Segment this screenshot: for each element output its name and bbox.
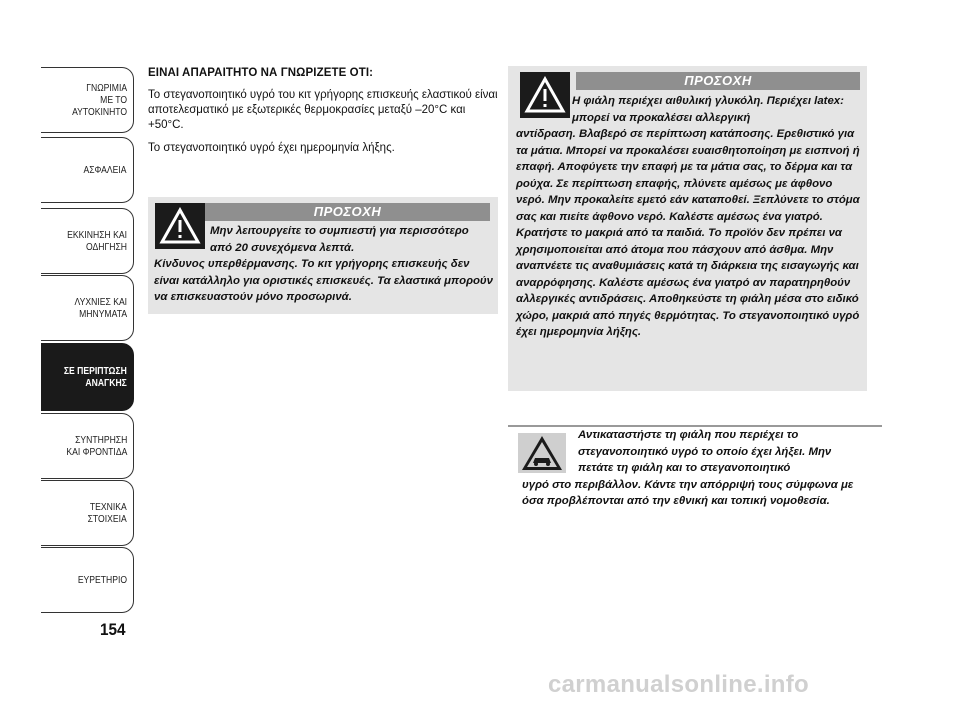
- left-column: [148, 66, 498, 164]
- watermark: carmanualsonline.info: [548, 671, 810, 698]
- tab-label: ΤΕΧΝΙΚΑ ΣΤΟΙΧΕΙΑ: [87, 501, 127, 525]
- tab-technical-data[interactable]: [41, 480, 134, 546]
- tab-label: ΕΥΡΕΤΗΡΙΟ: [77, 574, 127, 586]
- warning-text: [516, 93, 861, 341]
- environment-body: υγρό στο περιβάλλον. Κάντε την απόρριψή τους σύμφωνα με όσα προβλέπονται από την εθνική και τοπική νομοθεσία.: [522, 478, 854, 507]
- tab-label: ΕΚΚΙΝΗΣΗ ΚΑΙ ΟΔΗΓΗΣΗ: [67, 229, 127, 253]
- tab-getting-to-know[interactable]: [41, 67, 134, 133]
- paragraph-expiry: Το στεγανοποιητικό υγρό έχει ημερομηνία λήξης.: [148, 142, 395, 154]
- warning-title: ΠΡΟΣΟΧΗ: [205, 203, 490, 221]
- warning-lead: Μην λειτουργείτε το συμπιεστή για περισσότερο από 20 συνεχόμενα λεπτά.: [210, 225, 469, 254]
- tab-lights-messages[interactable]: [41, 275, 134, 341]
- warning-text: [154, 223, 494, 306]
- page-number: 154: [100, 620, 126, 639]
- tab-maintenance[interactable]: [41, 413, 134, 479]
- tab-label: ΓΝΩΡΙΜΙΑ ΜΕ ΤΟ ΑΥΤΟΚΙΝΗΤΟ: [71, 82, 127, 118]
- warning-box-compressor: [148, 197, 498, 314]
- warning-title: ΠΡΟΣΟΧΗ: [576, 72, 860, 90]
- tab-safety[interactable]: [41, 137, 134, 203]
- environment-note: [522, 427, 862, 510]
- tab-emergency[interactable]: [41, 343, 134, 411]
- tab-label: ΑΣΦΑΛΕΙΑ: [83, 164, 127, 176]
- tab-starting-driving[interactable]: [41, 208, 134, 274]
- warning-box-bottle: [508, 66, 867, 391]
- tab-label: ΛΥΧΝΙΕΣ ΚΑΙ ΜΗΝΥΜΑΤΑ: [74, 296, 127, 320]
- warning-body: αντίδραση. Βλαβερό σε περίπτωση κατάποσης. Ερεθιστικό για τα μάτια. Μπορεί να προκαλέσει ευαισθητοποίηση με εισπνοή ή επαφή. Αποφύγετε την επαφή με τα μάτια σας, το δέρμα και τα ρούχα. Σε περίπτωση επαφής, πλύνετε αμέσως με άφθονο νερό. Μην προκαλείτε εμετό εάν καταποθεί. Ξεπλύνετε το στόμα σας και πιείτε άφθονο νερό. Καλέστε αμέσως ένα γιατρό. Κρατήστε το μακριά από τα παιδιά. Το προϊόν δεν πρέπει να χρησιμοποιείται από άτομα που πάσχουν από άσθμα. Μην αναπνέετε τις αναθυμιάσεις κατά τη διάρκεια της εισαγωγής και αναρρόφησης. Καλέστε αμέσως ένα γιατρό αν παρατηρηθούν αλλεργικές αντιδράσεις. Αποθηκεύστε τη φιάλη μέσα στο ειδικό χώρο, μακριά από πηγές θερμότητας. Το στεγανοποιητικό υγρό έχει ημερομηνία λήξης.: [516, 128, 860, 338]
- warning-lead: Η φιάλη περιέχει αιθυλική γλυκόλη. Περιέχει latex: μπορεί να προκαλέσει αλλεργική: [572, 95, 844, 124]
- section-heading: ΕΙΝΑΙ ΑΠΑΡΑΙΤΗΤΟ ΝΑ ΓΝΩΡΙΖΕΤΕ ΟΤΙ:: [148, 67, 374, 79]
- tab-label: ΣΥΝΤΗΡΗΣΗ ΚΑΙ ΦΡΟΝΤΙΔΑ: [66, 434, 127, 458]
- paragraph-temperature: Το στεγανοποιητικό υγρό του κιτ γρήγορης επισκευής ελαστικού είναι αποτελεσματικό με εξωτερικές θερμοκρασίες μεταξύ –20°C και +50°C.: [148, 89, 498, 131]
- environment-lead: Αντικαταστήστε τη φιάλη που περιέχει το στεγανοποιητικό υγρό το οποίο έχει λήξει. Μην πετάτε τη φιάλη και το στεγανοποιητικό: [578, 429, 832, 474]
- warning-body: Κίνδυνος υπερθέρμανσης. Το κιτ γρήγορης επισκευής δεν είναι κατάλληλο για οριστικές επισκευές. Τα ελαστικά μπορούν να επισκευαστούν μόνο προσωρινά.: [154, 258, 493, 303]
- tab-label: ΣΕ ΠΕΡΙΠΤΩΣΗ ΑΝΑΓΚΗΣ: [63, 365, 127, 389]
- tab-index[interactable]: [41, 547, 134, 613]
